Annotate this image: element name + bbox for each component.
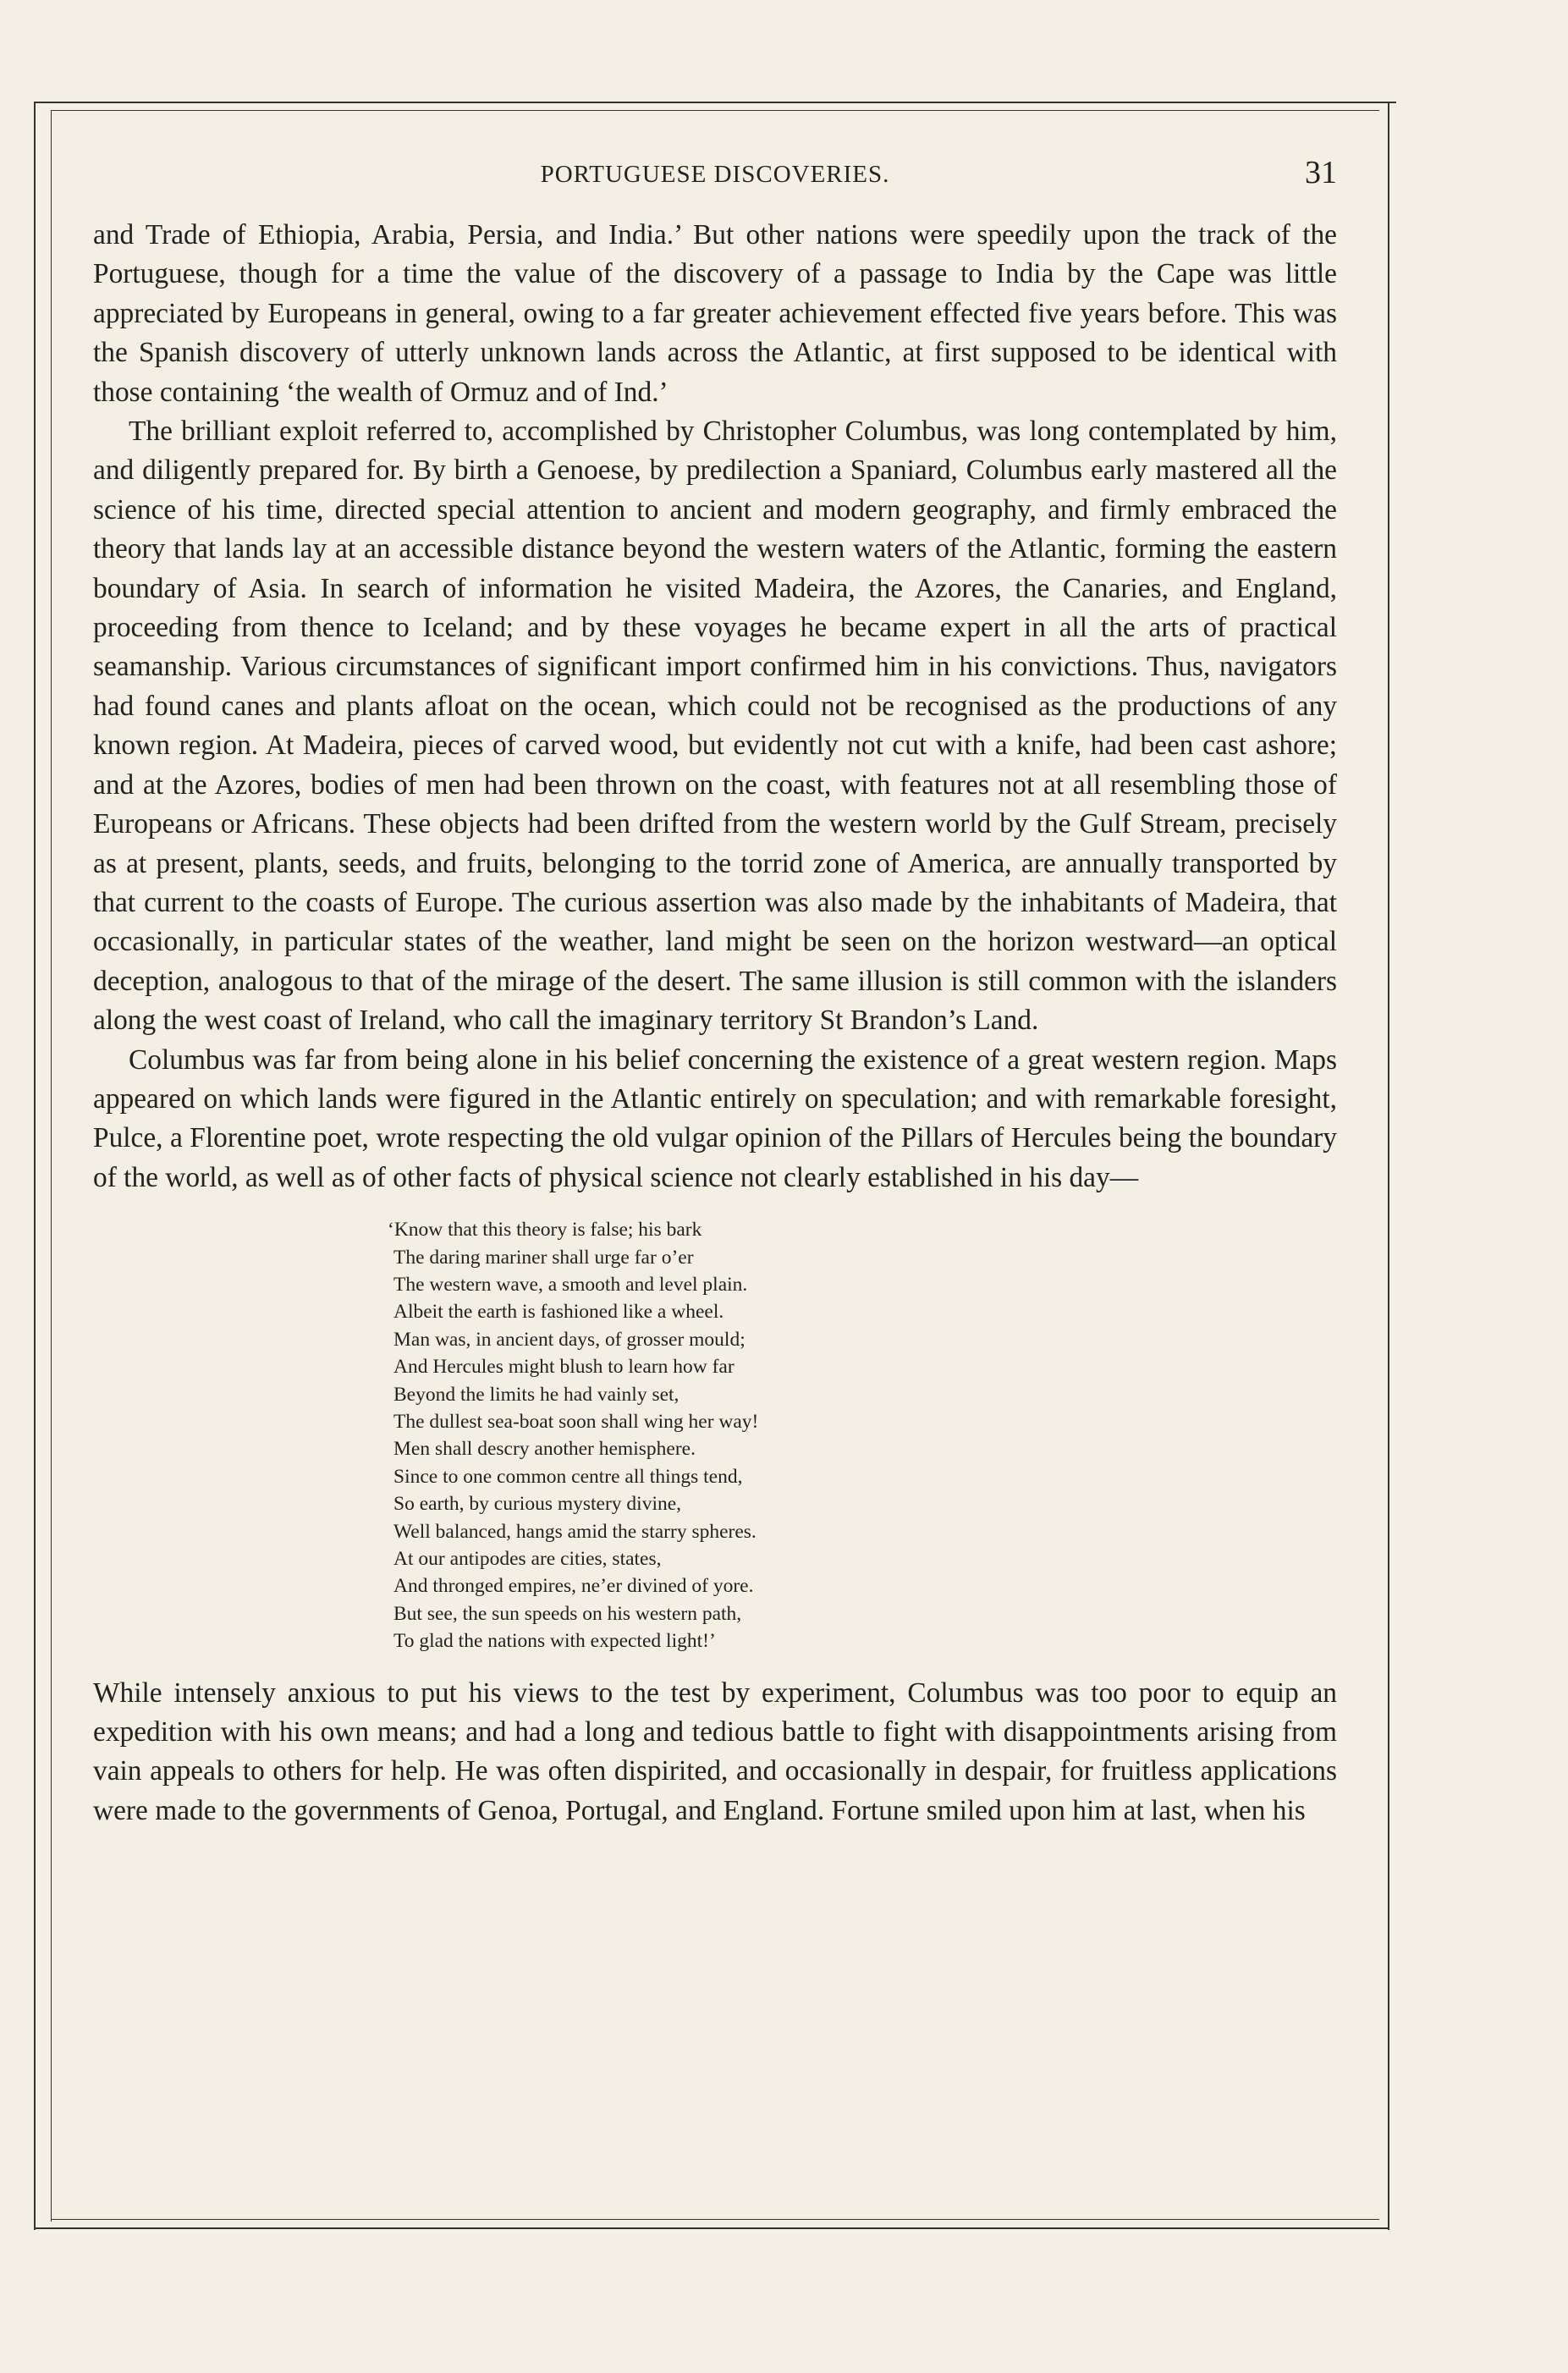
poem-line: But see, the sun speeds on his western path, [393,1602,742,1625]
poem-line: Since to one common centre all things tend, [393,1465,743,1488]
poem-line: And thronged empires, ne’er divined of yore. [393,1575,754,1598]
poem-line: Man was, in ancient days, of grosser mould; [393,1328,745,1351]
poem-quotation [388,1216,1337,1655]
poem-line: Well balanced, hangs amid the starry spheres. [393,1520,756,1543]
page-header [93,152,1337,203]
poem-line: And Hercules might blush to learn how far [393,1356,734,1379]
poem-line: Men shall descry another hemisphere. [393,1438,696,1461]
poem-line: The western wave, a smooth and level plain. [393,1273,748,1296]
poem-line: To glad the nations with expected light!’ [393,1630,716,1653]
frame-top-rule-inner [51,110,1379,111]
poem-line: The daring mariner shall urge far o’er [393,1246,694,1269]
paragraph-2: The brilliant exploit referred to, accomplished by Christopher Columbus, was long contemplated by him, and diligently prepared for. By birth a Genoese, by predilection a Spaniard, Columbus early mastered all the science of his time, directed special attention to ancient and modern geography, and firmly embraced the theory that lands lay at an accessible distance beyond the western waters of the Atlantic, forming the eastern boundary of Asia. In search of information he visited Madeira, the Azores, the Canaries, and England, proceeding from thence to Iceland; and by these voyages he became expert in all the arts of practical seamanship. Various circumstances of significant import confirmed him in his convictions. Thus, navigators had found canes and plants afloat on the ocean, which could not be recognised as the productions of any known region. At Madeira, pieces of carved wood, but evidently not cut with a knife, had been cast ashore; and at the Azores, bodies of men had been thrown on the coast, with features not at all resembling those of Europeans or Africans. These objects had been drifted from the western world by the Gulf Stream, precisely as at present, plants, seeds, and fruits, belonging to the torrid zone of America, are annually transported by that current to the coasts of Europe. The curious assertion was also made by the inhabitants of Madeira, that occasionally, in particular states of the weather, land might be seen on the horizon westward—an optical deception, analogous to that of the mirage of the desert. The same illusion is still common with the islanders along the west coast of Ireland, who call the imaginary territory St Brandon’s Land. [93,416,1337,1037]
paragraph-3: Columbus was far from being alone in his belief concerning the existence of a great western region. Maps appeared on which lands were figured in the Atlantic entirely on speculation; and with remarkable foresight, Pulce, a Florentine poet, wrote respecting the old vulgar opinion of the Pillars of Hercules being the boundary of the world, as well as of other facts of physical science not clearly established in his day— [93,1043,1337,1193]
poem-line: ‘Know that this theory is false; his bark [388,1219,702,1242]
frame-top-rule [34,102,1396,103]
frame-left-rule-inner [51,110,52,2222]
body-text [93,216,1337,1831]
frame-bottom-rule [34,2227,1389,2229]
poem-line: Albeit the earth is fashioned like a wheel. [393,1301,724,1324]
poem-line: So earth, by curious mystery divine, [393,1493,682,1516]
poem-line: At our antipodes are cities, states, [393,1548,662,1571]
frame-left-rule [34,102,36,2230]
poem-line: Beyond the limits he had vainly set, [393,1383,679,1406]
frame-right-rule [1388,102,1389,2230]
paragraph-1: and Trade of Ethiopia, Arabia, Persia, and India.’ But other nations were speedily upon the track of the Portuguese, though for a time the value of the discovery of a passage to India by the Cape was little appreciated by Europeans in general, owing to a far greater achievement effected five years before. This was the Spanish discovery of utterly unknown lands across the Atlantic, at first supposed to be identical with those containing ‘the wealth of Ormuz and of Ind.’ [93,219,1337,408]
frame-bottom-rule-inner [51,2219,1379,2220]
paragraph-4: While intensely anxious to put his views to the test by experiment, Columbus was too poor to equip an expedition with his own means; and had a long and tedious battle to fight with disappointments arising from vain appeals to others for help. He was often dispirited, and occasionally in despair, for fruitless applications were made to the governments of Genoa, Portugal, and England. Fortune smiled upon him at last, when his [93,1677,1337,1826]
page-number: 31 [1305,155,1337,190]
poem-line: The dullest sea-boat soon shall wing her way! [393,1411,759,1433]
running-title: PORTUGUESE DISCOVERIES. [540,161,890,188]
